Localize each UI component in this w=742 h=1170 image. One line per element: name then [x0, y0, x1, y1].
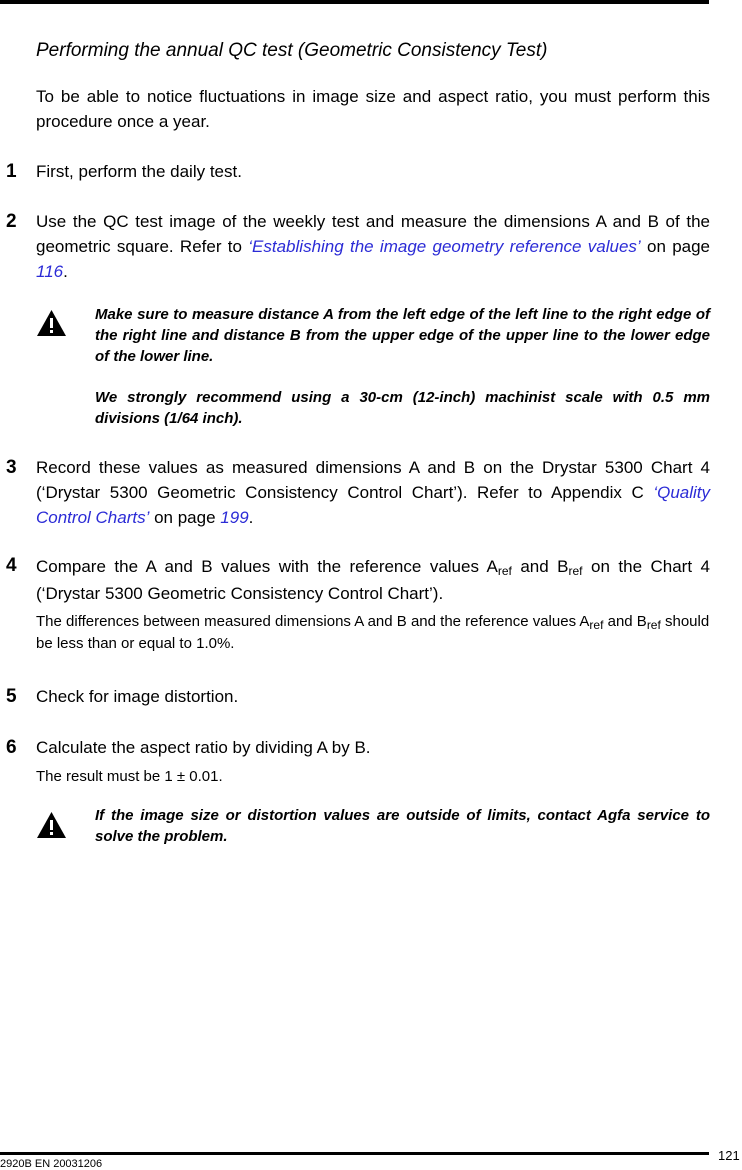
- page-link[interactable]: 116: [36, 262, 64, 281]
- bottom-rule: [0, 1152, 709, 1155]
- step-number: 1: [6, 161, 17, 182]
- warning-note-3: If the image size or distortion values are outside of limits, contact Agfa service to solve the problem.: [95, 807, 710, 845]
- step-4-text: Compare the A and B values with the reference values $A_{ref}$ and $B_{ref}$ on the Chart 4 (‘Drystar 5300 Geometric Consistency Control Chart’).: [36, 557, 710, 603]
- warning-note-1: Make sure to measure distance A from the left edge of the left line to the right edge of the right line and distance B from the upper edge of the upper line to the lower edge of the lower line.: [95, 306, 710, 365]
- page-number: 121: [718, 1148, 740, 1163]
- warning-triangle-icon: [36, 811, 67, 839]
- intro-paragraph: To be able to notice fluctuations in image size and aspect ratio, you must perform this procedure once a year.: [36, 87, 710, 131]
- warning-triangle-icon: [36, 309, 67, 337]
- step-number: 6: [6, 737, 17, 758]
- step-1-text: First, perform the daily test.: [36, 162, 242, 181]
- step-number: 2: [6, 211, 17, 232]
- page-link[interactable]: 199: [220, 508, 249, 527]
- step-6-text: Calculate the aspect ratio by dividing A by B.: [36, 738, 371, 757]
- top-rule: [0, 0, 709, 4]
- step-5-text: Check for image distortion.: [36, 687, 239, 706]
- step-number: 3: [6, 457, 17, 478]
- step-4-detail: The differences between measured dimensions A and B and the reference values $A_{ref}$ and $B_{ref}$ should be less than or equal to 1.0%.: [36, 613, 710, 652]
- step-3-text: Record these values as measured dimensions A and B on the Drystar 5300 Chart 4 (‘Drystar 5300 Geometric Consistency Control Chart’). Refer to Appendix C ‘Quality Control Charts’ on page 199.: [36, 458, 710, 527]
- cross-reference-link[interactable]: ‘Establishing the image geometry reference values’: [248, 237, 641, 256]
- step-2-text: Use the QC test image of the weekly test and measure the dimensions A and B of the geometric square. Refer to ‘Establishing the image geometry reference values’ on page 116.: [36, 212, 711, 281]
- cross-reference-link[interactable]: ‘Quality Control Charts’: [36, 483, 710, 527]
- section-title: Performing the annual QC test (Geometric Consistency Test): [36, 40, 548, 61]
- warning-note-2: We strongly recommend using a 30-cm (12-inch) machinist scale with 0.5 mm divisions (1/64 inch).: [95, 389, 710, 427]
- document-id: 2920B EN 20031206: [0, 1158, 103, 1170]
- step-number: 5: [6, 686, 17, 707]
- step-6-detail: The result must be 1 ± 0.01.: [36, 768, 223, 785]
- step-number: 4: [6, 555, 17, 576]
